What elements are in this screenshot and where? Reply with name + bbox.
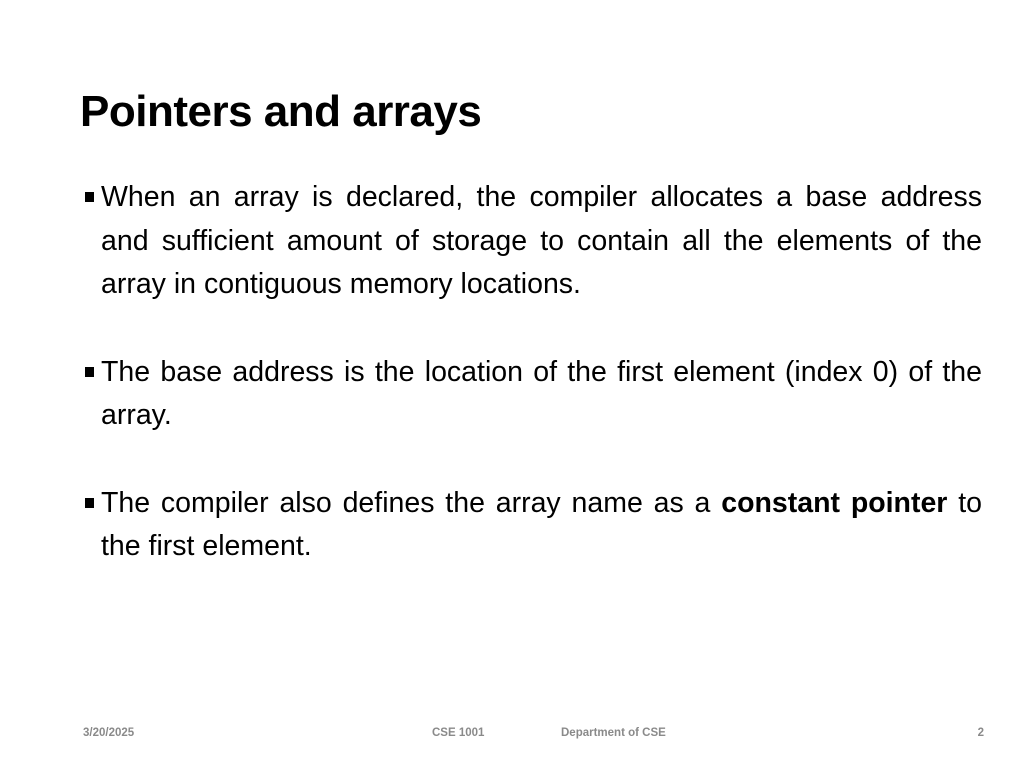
- square-bullet-icon: [85, 367, 94, 377]
- bullet-bold-term: constant pointer: [721, 486, 948, 519]
- bullet-item: [80, 482, 982, 569]
- footer-course: CSE 1001: [432, 727, 485, 739]
- slide-title: Pointers and arrays: [80, 87, 482, 136]
- bullet-text: When an array is declared, the compiler allocates a base address and sufficient amount of storage to contain all the elements of the array in contiguous memory locations.: [101, 181, 982, 300]
- footer-date: 3/20/2025: [83, 727, 135, 739]
- bullet-item: [80, 351, 982, 438]
- square-bullet-icon: [85, 498, 94, 508]
- square-bullet-icon: [85, 192, 94, 202]
- footer-department: Department of CSE: [561, 727, 666, 739]
- slide-content: [80, 176, 982, 569]
- bullet-item: [80, 176, 982, 307]
- bullet-text: The base address is the location of the first element (index 0) of the array.: [101, 355, 982, 431]
- bullet-text-after: to the first element.: [101, 486, 983, 562]
- bullet-text-before: The compiler also defines the array name as a: [101, 486, 722, 519]
- footer-page-number: 2: [977, 727, 984, 739]
